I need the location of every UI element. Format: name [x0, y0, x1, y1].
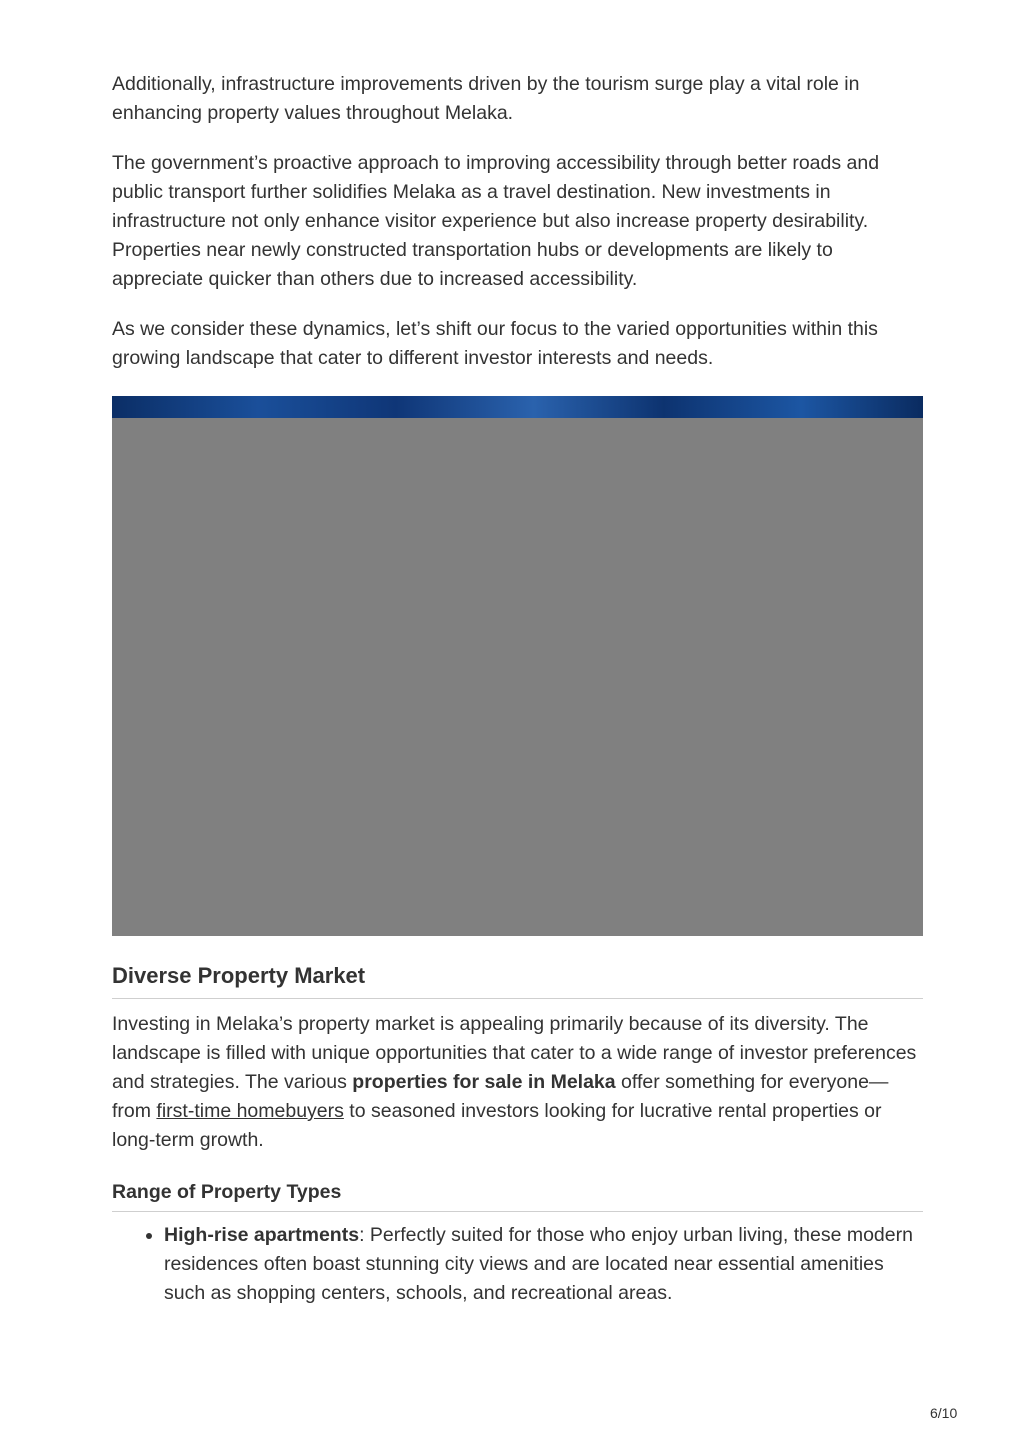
- list-item-text: : Perfectly suited for those who enjoy urban living, these modern residences often boast stunning city views and are located near essential amenities such as shopping centers, schools, and recreational areas.: [164, 1224, 913, 1304]
- property-types-list: [112, 1221, 923, 1308]
- list-item: [164, 1221, 923, 1308]
- intro-bold-text: properties for sale in Melaka: [352, 1071, 616, 1093]
- intro-text-2: offer something for everyone—from: [112, 1071, 889, 1122]
- document-page: [112, 70, 923, 1308]
- paragraph-transition: As we consider these dynamics, let’s shift our focus to the varied opportunities within this growing landscape that cater to different investor interests and needs.: [112, 318, 878, 369]
- article-image: [112, 396, 923, 936]
- image-blue-band: [112, 396, 923, 420]
- intro-text-3: to seasoned investors looking for lucrative rental properties or long-term growth.: [112, 1100, 882, 1151]
- intro-text-1: Investing in Melaka’s property market is appealing primarily because of its diversity. The landscape is filled with unique opportunities that cater to a wide range of investor preferences and strategies. The various: [112, 1013, 917, 1093]
- first-time-homebuyers-link[interactable]: first-time homebuyers: [156, 1100, 344, 1122]
- image-gray-overlay-right: [578, 418, 923, 420]
- page-number: 6/10: [930, 1405, 958, 1421]
- paragraph-infrastructure: Additionally, infrastructure improvements driven by the tourism surge play a vital role in enhancing property values throughout Melaka.: [112, 73, 860, 124]
- section-heading: Diverse Property Market: [112, 962, 923, 999]
- list-item-term: High-rise apartments: [164, 1224, 360, 1246]
- section-intro-paragraph: [112, 1010, 923, 1155]
- image-gray-overlay-left: [112, 418, 578, 422]
- subsection-heading: Range of Property Types: [112, 1179, 923, 1212]
- paragraph-government-approach: The government’s proactive approach to improving accessibility through better roads and public transport further solidifies Melaka as a travel destination. New investments in infrastructure not only enhance visitor experience but also increase property desirability. Properties near newly constructed transportation hubs or developments are likely to appreciate quicker than others due to increased accessibility.: [112, 152, 880, 290]
